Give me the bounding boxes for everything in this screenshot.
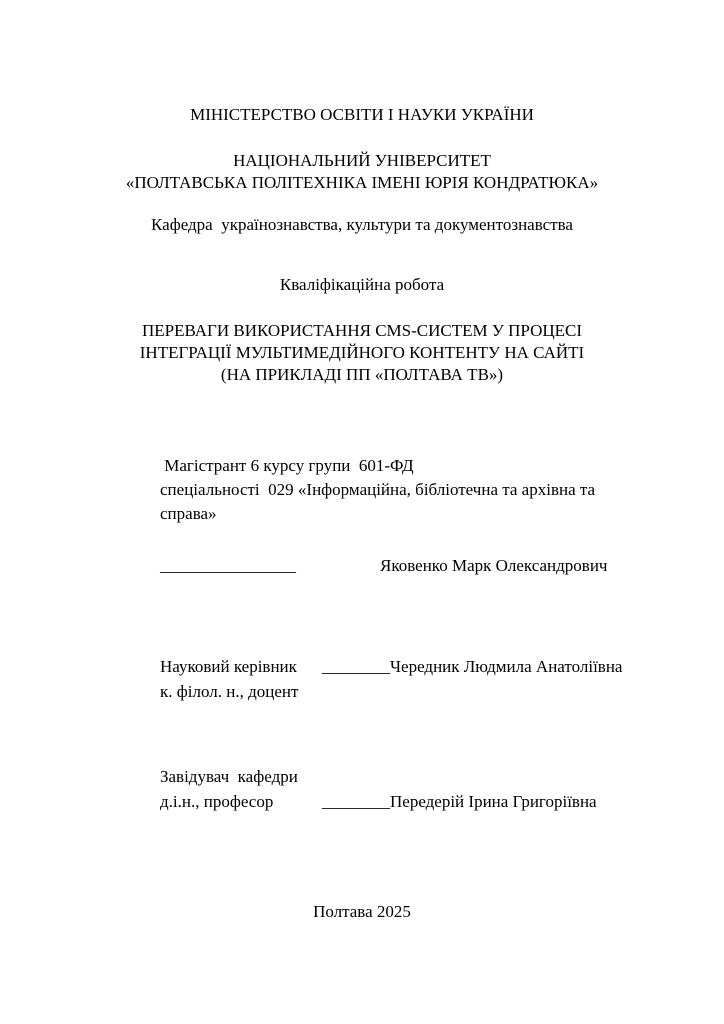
- university-name-line2: «ПОЛТАВСЬКА ПОЛІТЕХНІКА ІМЕНІ ЮРІЯ КОНДРАТЮКА»: [125, 173, 599, 192]
- thesis-title-line2: ІНТЕГРАЦІЇ МУЛЬТИМЕДІЙНОГО КОНТЕНТУ НА САЙТІ: [139, 343, 585, 362]
- supervisor-degree: к. філол. н., доцент: [160, 682, 299, 701]
- department-head-signature-and-name: [322, 789, 597, 814]
- student-info-block: [160, 454, 595, 526]
- supervisor-signature-line: ________: [322, 657, 390, 676]
- city-year-line: Полтава 2025: [313, 902, 411, 921]
- supervisor-role: Науковий керівник: [160, 657, 297, 676]
- student-signature-line: ________________: [160, 556, 296, 575]
- department-head-role: Завідувач кафедри: [160, 767, 298, 786]
- department-line: Кафедра українознавства, культури та документознавства: [151, 215, 573, 234]
- thesis-title-line3: (НА ПРИКЛАДІ ПП «ПОЛТАВА ТВ»): [220, 365, 504, 384]
- department-head-degree: д.і.н., професор: [160, 792, 274, 811]
- ministry-heading: МІНІСТЕРСТВО ОСВІТИ І НАУКИ УКРАЇНИ: [190, 105, 534, 124]
- thesis-title: [0, 320, 724, 386]
- university-name-line1: НАЦІОНАЛЬНИЙ УНІВЕРСИТЕТ: [233, 151, 491, 170]
- thesis-title-line1: ПЕРЕВАГИ ВИКОРИСТАННЯ CMS-СИСТЕМ У ПРОЦЕСІ: [141, 321, 583, 340]
- supervisor-name: Чередник Людмила Анатоліївна: [390, 657, 623, 676]
- student-info-line1: Магістрант 6 курсу групи 601-ФД: [160, 456, 414, 475]
- department-head-block: [160, 764, 597, 814]
- student-info-line3: справа»: [160, 504, 217, 523]
- university-heading: [0, 150, 724, 194]
- department-head-signature-line: ________: [322, 792, 390, 811]
- student-signature-row: [160, 554, 724, 578]
- work-type-label: Кваліфікаційна робота: [279, 275, 445, 294]
- student-name: Яковенко Марк Олександрович: [380, 556, 608, 575]
- department-head-name: Передерій Ірина Григоріївна: [390, 792, 597, 811]
- supervisor-block: [160, 654, 623, 704]
- supervisor-signature-and-name: [322, 654, 622, 679]
- student-info-line2: спеціальності 029 «Інформаційна, бібліотечна та архівна та: [160, 480, 596, 499]
